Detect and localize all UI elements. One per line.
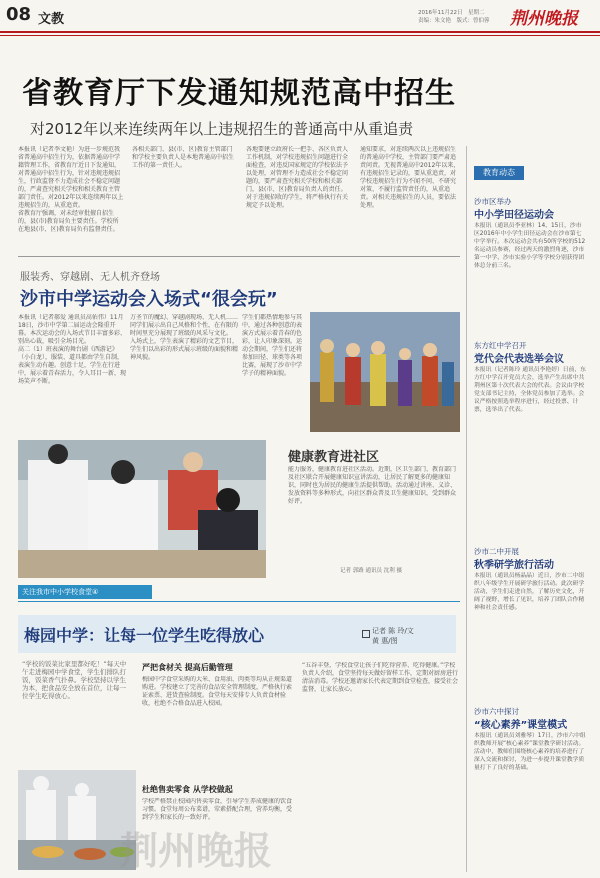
- header-rule: [0, 31, 600, 33]
- canteen-intro: “学校的饭菜比家里都好吃！”每天中午走进梅园中学食堂，学生们排队打饭，饭菜香气扑鼻。学校坚持以学生为本，把食品安全放在首位，让每一位学生吃得放心。: [22, 660, 127, 700]
- sidebar-body: 本报讯（通讯员李亚林）14、15日，沙市区2016年中小学生田径运动会在沙市第七中学举行。本次运动会共有50所学校的512名运动员参赛，经过两天的激烈角逐，沙市第一中学、沙市实验小学等学校分别获得团体总分前三名。: [474, 223, 586, 269]
- canteen-byline: 记者 陈 玲/文 黄 惠/图: [372, 627, 414, 645]
- sidebar-title: 党代会代表选举会议: [474, 354, 564, 365]
- page-number: 08: [6, 4, 32, 25]
- lead-paragraph: 各相关部门、县(市、区)教育主管部门和学校主要负责人是本地普通高中招生工作的第一责任人。: [132, 146, 235, 169]
- banner-rule: [18, 601, 460, 602]
- sidebar-title: 中小学田径运动会: [474, 210, 554, 221]
- lead-subhead: 对2012年以来连续两年以上违规招生的普通高中从重追责: [30, 120, 414, 138]
- lead-paragraph: 各地要建立政府长一把手、各区负责人工作机制，对学校违规招生问题进行全面检查，对违反国家规定的学校依法予以处理，对管理不力造成社会不稳定问题的，要严肃查究相关学校和相关部门，县(市、区)教育局负责人的责任。对于违规招收的学生，将严格执行有关规定予以处理。: [246, 146, 349, 209]
- health-body: 能力服务，健康教育进社区活动。近期，区卫生部门、教育部门及社区联合开展健康知识宣讲活动，让居民了解更多的健康知识，同时也为居民的健康生活提供帮助。活动通过讲座、义诊、发放资料等多种形式，向社区群众普及卫生健康知识，受到群众好评。: [288, 466, 457, 505]
- lead-body-col2: [132, 146, 238, 248]
- canteen-headline: 梅园中学：让每一位学生吃得放心: [24, 626, 265, 645]
- sport-paragraph: 万圣节的魔幻、穿越剧现场、无人机……同学们展示出自己风格和个性，在有限的时间里充分展现了班级的风采与文化。: [130, 314, 238, 337]
- lead-body-col3: [246, 146, 352, 248]
- camera-icon: [362, 630, 370, 638]
- sport-paragraph: 入场式上，学生表演了精彩的文艺节目，学生们以出彩的形式展示班级的面貌和精神风貌。: [130, 338, 238, 361]
- section-divider: [18, 256, 460, 257]
- sport-body-col1: [18, 314, 126, 432]
- lead-headline: 省教育厅下发通知规范高中招生: [22, 76, 456, 111]
- sidebar-body: 本报讯（通讯员刘雅琴）17日，沙市六中组织教师开展“核心素养”课堂教学研讨活动。活动中，教师们围绕核心素养的培养进行了深入交流和探讨，为进一步提升课堂教学质量打下了良好的基础。: [474, 733, 586, 771]
- lead-paragraph: 本报讯（记者李文艳）为进一步规范我省普通高中招生行为，依据普通高中学籍管理工作，省教育厅近日下发通知，对普通高中招生行为，针对违规违规招生，行政监督不力造成社会不稳定问题的，严肃查究相关学校和相关教育主管部门责任。对2012年以来连续两年以上违规招生的，从重追责。: [18, 146, 124, 209]
- health-credit: 记者 郭路 通讯员 沈利 摄: [340, 568, 402, 574]
- canteen-col3: “五谷丰登，学校食堂让孩子们吃得营养、吃得健康。”学校负责人介绍，食堂坚持每天做好留样工作，定期对厨房进行清洁消毒。学校还邀请家长代表定期到食堂检查，接受社会监督，让家长放心。: [302, 662, 458, 693]
- sidebar-kicker: 沙市六中探讨: [474, 707, 519, 716]
- lead-body-col4: [360, 146, 460, 248]
- canteen-photo: [18, 770, 136, 870]
- sidebar-title: 秋季研学旅行活动: [474, 560, 554, 571]
- sidebar-kicker: 东方红中学召开: [474, 341, 527, 350]
- canteen-sub1-body: 梅园中学食堂采购的大米、食用油、肉类等均从正规渠道购进。学校建立了完善的食品安全管理制度，严格执行索证索票、进货查验制度。食堂每天安排专人负责食材验收，杜绝不合格食品进入校园。: [142, 676, 292, 707]
- lead-paragraph: 通知要求，对连续两次以上违规招生的普通高中学校，主管部门要严肃追责问责。无视普通高中2012年以来，有违规招生记录的，要从重追责，对学校违规招生行为不闻不问、不研究对策、不履行监管责任的，从重追责。对相关违规招生的人员，要依法处理。: [360, 146, 460, 209]
- sidebar-body: 本报讯（通讯员杨晶晶）近日，沙市二中组织八年级学生开展研学旅行活动。此次研学活动，学生们走进自然，了解历史文化，开阔了视野，增长了见识，培养了团队合作精神和社会责任感。: [474, 573, 585, 611]
- sidebar-title: “核心素养”课堂模式: [474, 720, 568, 731]
- newspaper-logo: 荆州晚报: [510, 9, 578, 29]
- sport-body-col3: [242, 314, 306, 432]
- editors-line: 责编：朱文艳 版式：曾伯蓉: [418, 18, 490, 24]
- canteen-sub2-body: 学校严格禁止校园内售卖零食，引导学生养成健康的饮食习惯。食堂每周公布菜谱，荤素搭配合理，营养均衡，受到学生和家长的一致好评。: [142, 798, 292, 821]
- health-photo: [18, 440, 266, 578]
- sidebar-body: 本报讯（记者陈玲 通讯员李艳婷）日前，东方红中学召开党员大会，选举产生出席中共荆州区第十次代表大会的代表。会议由学校党支部书记主持，全体党员参加了选举。会议严格按照选举程序进行，经过投票、计票，选举出了代表。: [474, 367, 586, 413]
- canteen-banner: 关注我市中小学校食堂④: [18, 585, 152, 599]
- sport-paragraph: 学生们都热情地参与其中，通过各种创意的表演方式展示着青春的色彩，让人印象深刻。运动会期间，学生们还将参加田径、球类等各项比赛，展现了沙市中学学子的精神面貌。: [242, 314, 303, 377]
- lead-body-col1: [18, 146, 124, 248]
- lead-paragraph: 省教育厅强调，对未经审批擅自招生的，县(市)教育局负主要责任。学校所在地县(市、区)教育局负有监督责任。: [18, 210, 119, 233]
- sidebar-badge: 教育动态: [474, 166, 524, 180]
- sport-photo: [310, 312, 460, 432]
- section-name: 文教: [38, 12, 65, 27]
- watermark: 荆州晚报: [120, 828, 273, 873]
- sidebar-kicker: 沙市区举办: [474, 197, 512, 206]
- sidebar-rule: [466, 146, 467, 872]
- sport-kicker: 服装秀、穿越剧、无人机齐登场: [20, 272, 160, 283]
- canteen-sub1: 严把食材关 提高后勤管理: [142, 663, 233, 672]
- sport-headline: 沙市中学运动会入场式“很会玩”: [20, 289, 278, 310]
- sport-paragraph: 高二（1）班表演的舞台剧《西游记》（小白龙），服装、道具都由学生自制，表演生动有趣。创意十足，学生在行进中，展示着青春活力，令人耳目一新，现场笑声不断。: [18, 346, 126, 385]
- header-rule-thin: [0, 35, 600, 36]
- sidebar-kicker: 沙市二中开展: [474, 547, 519, 556]
- sport-body-col2: [130, 314, 238, 432]
- issue-date: 2016年11月22日 星期二: [418, 10, 485, 16]
- sport-paragraph: 本报讯（记者郝爱 通讯员高佑伟）11月18日，沙市中学第二届运动会隆重开幕。本次运动会的入场式节目丰富多彩、别出心裁，吸引全场目光。: [18, 314, 126, 345]
- canteen-sub2: 杜绝售卖零食 从学校做起: [142, 785, 233, 794]
- health-title: 健康教育进社区: [288, 450, 380, 465]
